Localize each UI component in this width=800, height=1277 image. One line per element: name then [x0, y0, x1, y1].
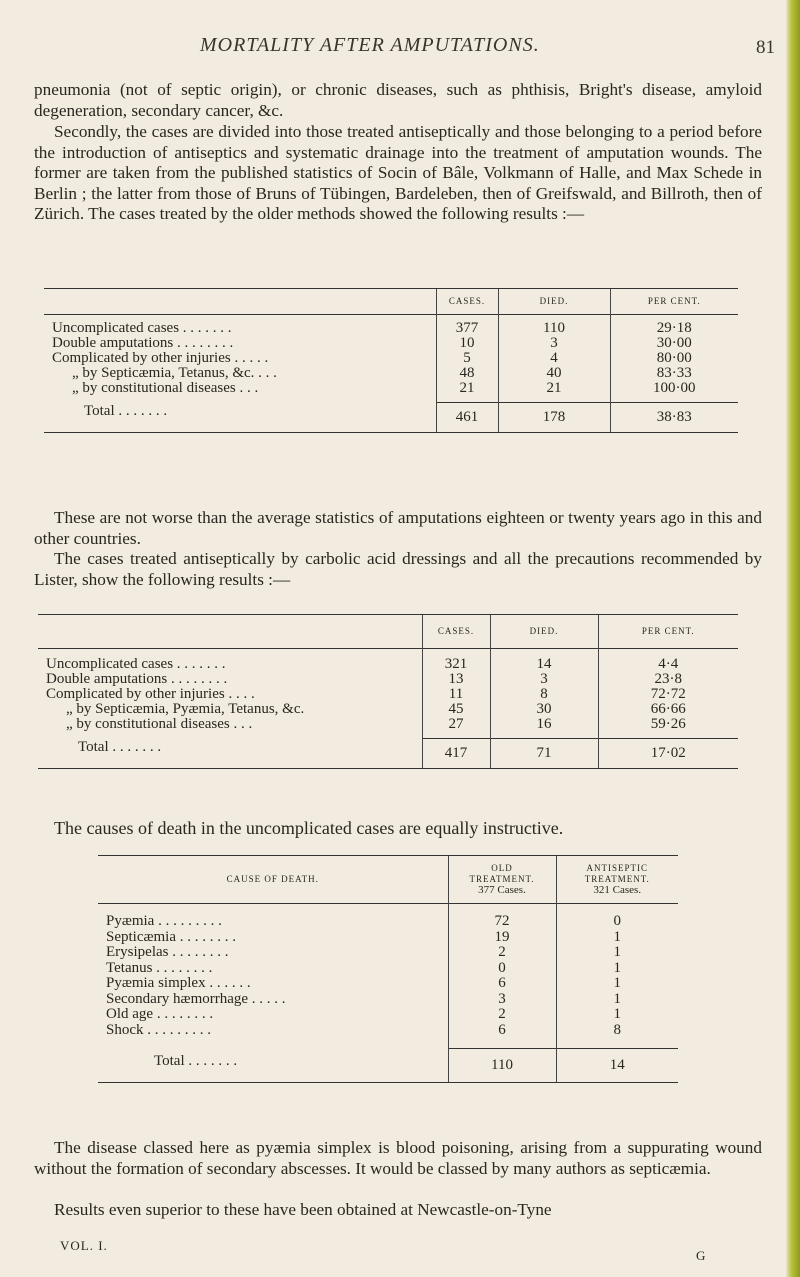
signature-mark: G: [696, 1248, 706, 1263]
cause-labels: Pyæmia . . . . . . . . . Septicæmia . . . . . . . . Erysipelas . . . . . . . . Tetanus . . . . . . . . Pyæmia simplex . . . . . . Secondary hæmorrhage . . . . . Old age . . . . . . . . Shock . . . . . . . . .: [98, 904, 448, 1049]
old-treatment-column: 72 19 2 0 6 3 2 6: [448, 904, 556, 1049]
cases-column: 321 13 11 45 27: [422, 649, 490, 739]
total-antiseptic: 14: [556, 1048, 678, 1082]
cases-column: 377 10 5 48 21: [436, 315, 498, 403]
paragraph-2: Secondly, the cases are divided into those treated antiseptically and those belonging to a period before the introduction of antiseptics and systematic drainage into the treatment of amputation wounds. The former are taken from the published statistics of Socin of Bâle, Volkmann of Halle, and Max Schede in Berlin ; the latter from those of Bruns of Tübingen, Bardeleben, then of Greifswald, and Billroth, then of Zürich. The cases treated by the older methods showed the following results :—: [34, 122, 762, 223]
total-cases: 461: [436, 402, 498, 432]
died-column: 110 3 4 40 21: [498, 315, 610, 403]
total-label: Total . . . . . . .: [38, 738, 422, 768]
died-column: 14 3 8 30 16: [490, 649, 598, 739]
header-antiseptic-treatment: ANTISEPTIC TREATMENT. 321 Cases.: [556, 856, 678, 904]
paragraph-6: The disease classed here as pyæmia simplex is blood poisoning, arising from a suppurating wound without the formation of secondary abscesses. It would be classed by many authors as septicæmia.: [34, 1138, 762, 1178]
header-per-cent: PER CENT.: [598, 615, 738, 649]
row-labels: Uncomplicated cases . . . . . . . Double amputations . . . . . . . . Complicated by other injuries . . . . „ by Septicæmia, Pyæmia, Tetanus, &c. „ by constitutional diseases . . .: [38, 649, 422, 739]
paragraph-7: Results even superior to these have been obtained at Newcastle-on-Tyne: [54, 1200, 552, 1219]
total-cases: 417: [422, 738, 490, 768]
running-head: MORTALITY AFTER AMPUTATIONS.: [200, 34, 540, 56]
header-per-cent: PER CENT.: [610, 289, 738, 315]
total-label: Total . . . . . . .: [98, 1048, 448, 1082]
header-cause: CAUSE OF DEATH.: [98, 856, 448, 904]
paragraph-4: The cases treated antiseptically by carbolic acid dressings and all the precautions recommended by Lister, show the following results :—: [34, 549, 762, 589]
header-died: DIED.: [498, 289, 610, 315]
page-number: 81: [756, 37, 775, 58]
total-old: 110: [448, 1048, 556, 1082]
total-label: Total . . . . . . .: [44, 402, 436, 432]
total-died: 71: [490, 738, 598, 768]
antiseptic-table: [38, 614, 738, 769]
antiseptic-column: 0 1 1 1 1 1 1 8: [556, 904, 678, 1049]
page-edge: [786, 0, 800, 1277]
total-died: 178: [498, 402, 610, 432]
header-died: DIED.: [490, 615, 598, 649]
per-cent-column: 4·4 23·8 72·72 66·66 59·26: [598, 649, 738, 739]
header-cases: CASES.: [436, 289, 498, 315]
paragraph-3: These are not worse than the average statistics of amputations eighteen or twenty years ago in this and other countries.: [34, 508, 762, 548]
total-per-cent: 17·02: [598, 738, 738, 768]
header-old-treatment: OLD TREATMENT. 377 Cases.: [448, 856, 556, 904]
old-treatment-table: [44, 288, 738, 433]
paragraph-1: pneumonia (not of septic origin), or chronic diseases, such as phthisis, Bright's disease, amyloid degeneration, secondary cancer, &c.: [34, 80, 762, 120]
row-labels: Uncomplicated cases . . . . . . . Double amputations . . . . . . . . Complicated by other injuries . . . . . „ by Septicæmia, Tetanus, &c. . . . „ by constitutional diseases . . .: [44, 315, 436, 403]
total-per-cent: 38·83: [610, 402, 738, 432]
paragraph-5: The causes of death in the uncomplicated cases are equally instructive.: [54, 818, 564, 838]
per-cent-column: 29·18 30·00 80·00 83·33 100·00: [610, 315, 738, 403]
causes-of-death-table: [98, 855, 678, 1083]
volume-mark: VOL. I.: [60, 1238, 108, 1253]
header-cases: CASES.: [422, 615, 490, 649]
